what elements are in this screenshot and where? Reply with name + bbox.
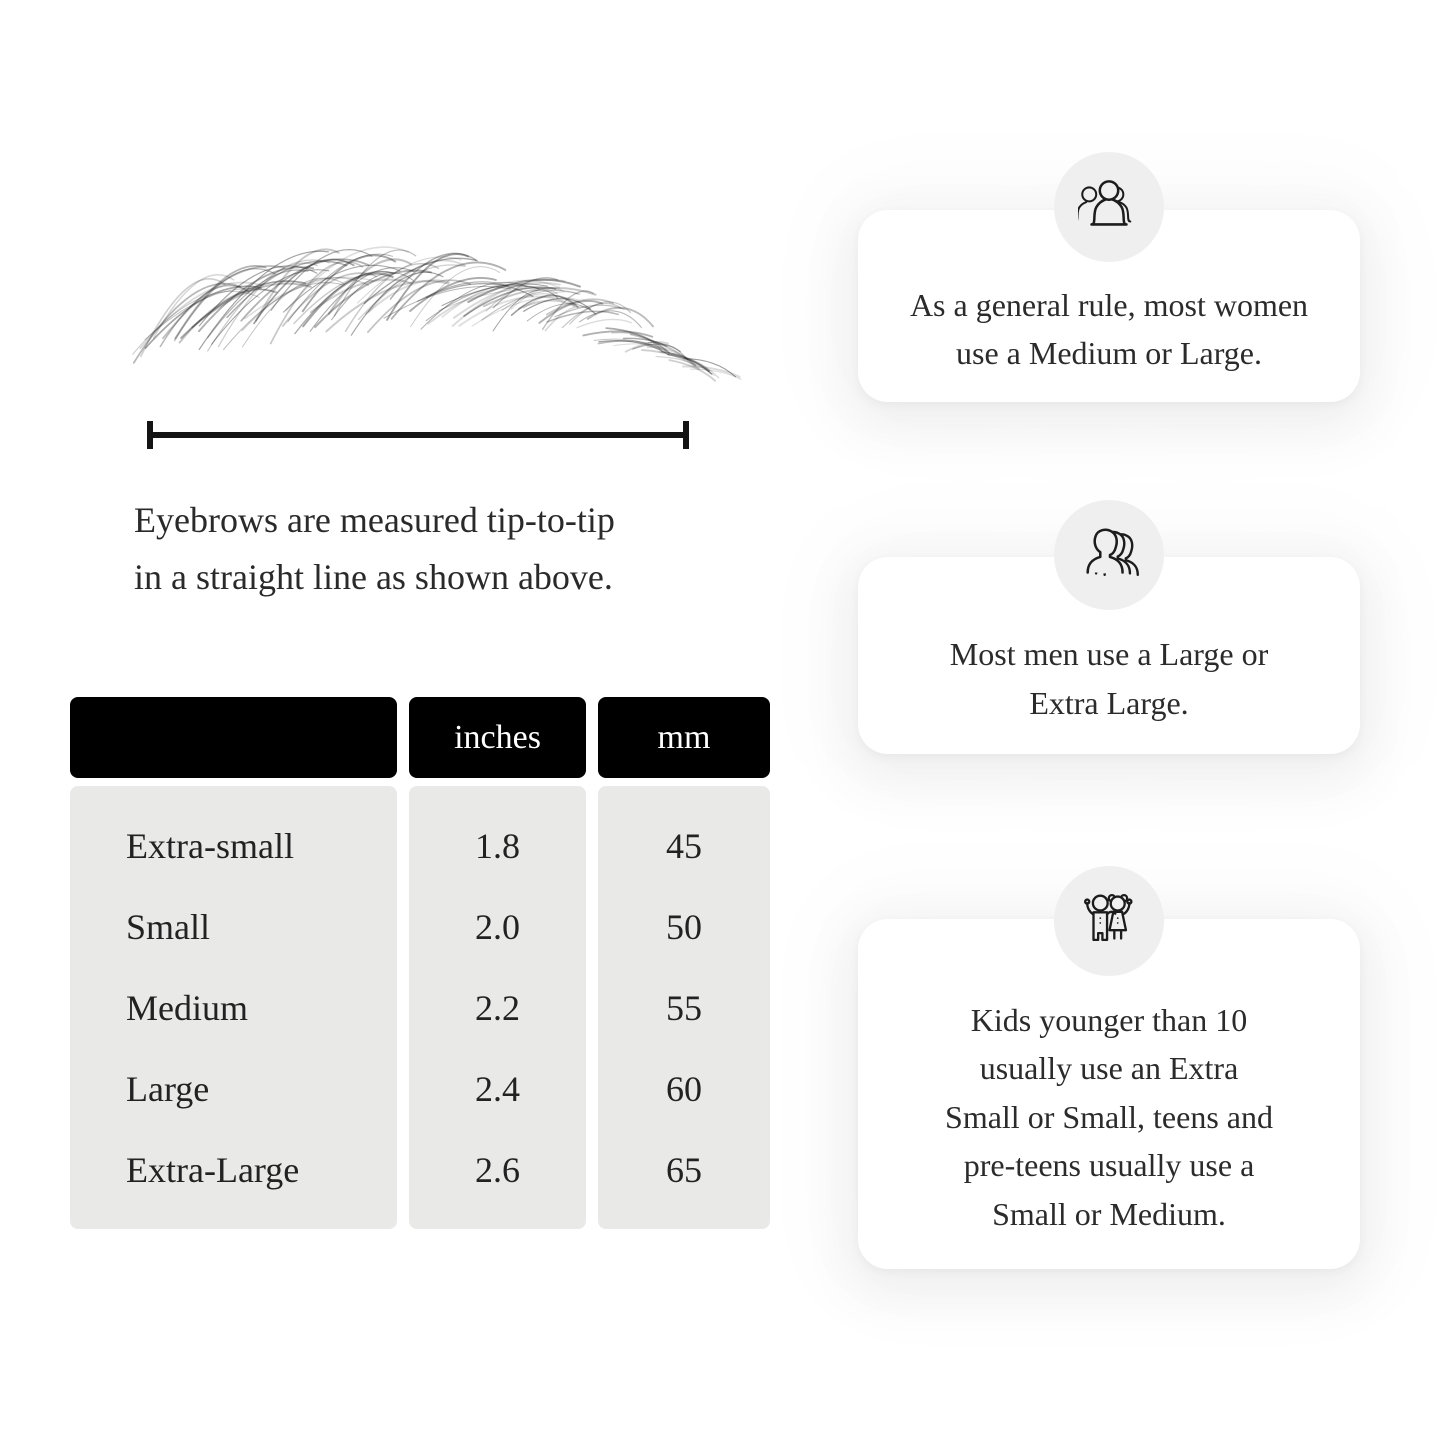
card-badge [1054,500,1164,610]
size-table [70,697,770,1229]
table-header-mm: mm [598,697,770,778]
table-column-size [70,697,397,1229]
row-mm-value: 65 [666,1149,702,1190]
eyebrow-illustration [115,235,745,410]
measurement-line [147,432,689,438]
row-label: Extra-small [126,825,294,866]
card-text-line: Extra Large. [1029,684,1189,721]
card-text-line: usually use an Extra [979,1050,1239,1087]
caption-line: Eyebrows are measured tip-to-tip [134,500,615,540]
row-inches-value: 2.2 [475,987,520,1028]
row-mm-value: 45 [666,825,702,866]
table-header-size [70,697,397,778]
table-header-inches: inches [409,697,586,778]
table-body-inches [409,786,586,1229]
card-text-line: use a Medium or Large. [956,335,1262,371]
row-inches-value: 2.4 [475,1068,520,1109]
row-inches-value: 1.8 [475,825,520,866]
card-text-line: Kids younger than 10 [970,1001,1248,1038]
row-label: Extra-Large [126,1149,300,1190]
row-label: Large [126,1068,210,1109]
table-body-mm [598,786,770,1229]
card-badge [1054,866,1164,976]
table-column-inches [409,697,586,1229]
row-mm-value: 60 [666,1068,702,1109]
table-column-mm [598,697,770,1229]
row-label: Small [126,906,211,947]
men-group-icon [1078,524,1140,586]
card-text-line: As a general rule, most women [909,286,1309,323]
card-text-line: Small or Medium. [992,1195,1226,1232]
row-mm-value: 50 [666,906,702,947]
card-text-line: Most men use a Large or [949,636,1269,672]
row-inches-value: 2.6 [475,1149,520,1190]
row-label: Medium [126,987,248,1028]
women-group-icon [1078,176,1140,238]
card-text-line: pre-teens usually use a [963,1147,1255,1184]
caption-line: in a straight line as shown above. [134,557,613,597]
row-mm-value: 55 [666,987,702,1028]
table-body-size [70,786,397,1229]
card-text-line: Small or Small, teens and [945,1098,1273,1135]
kids-icon [1078,890,1140,952]
diagram-caption [134,492,774,606]
row-inches-value: 2.0 [475,906,520,947]
card-badge [1054,152,1164,262]
